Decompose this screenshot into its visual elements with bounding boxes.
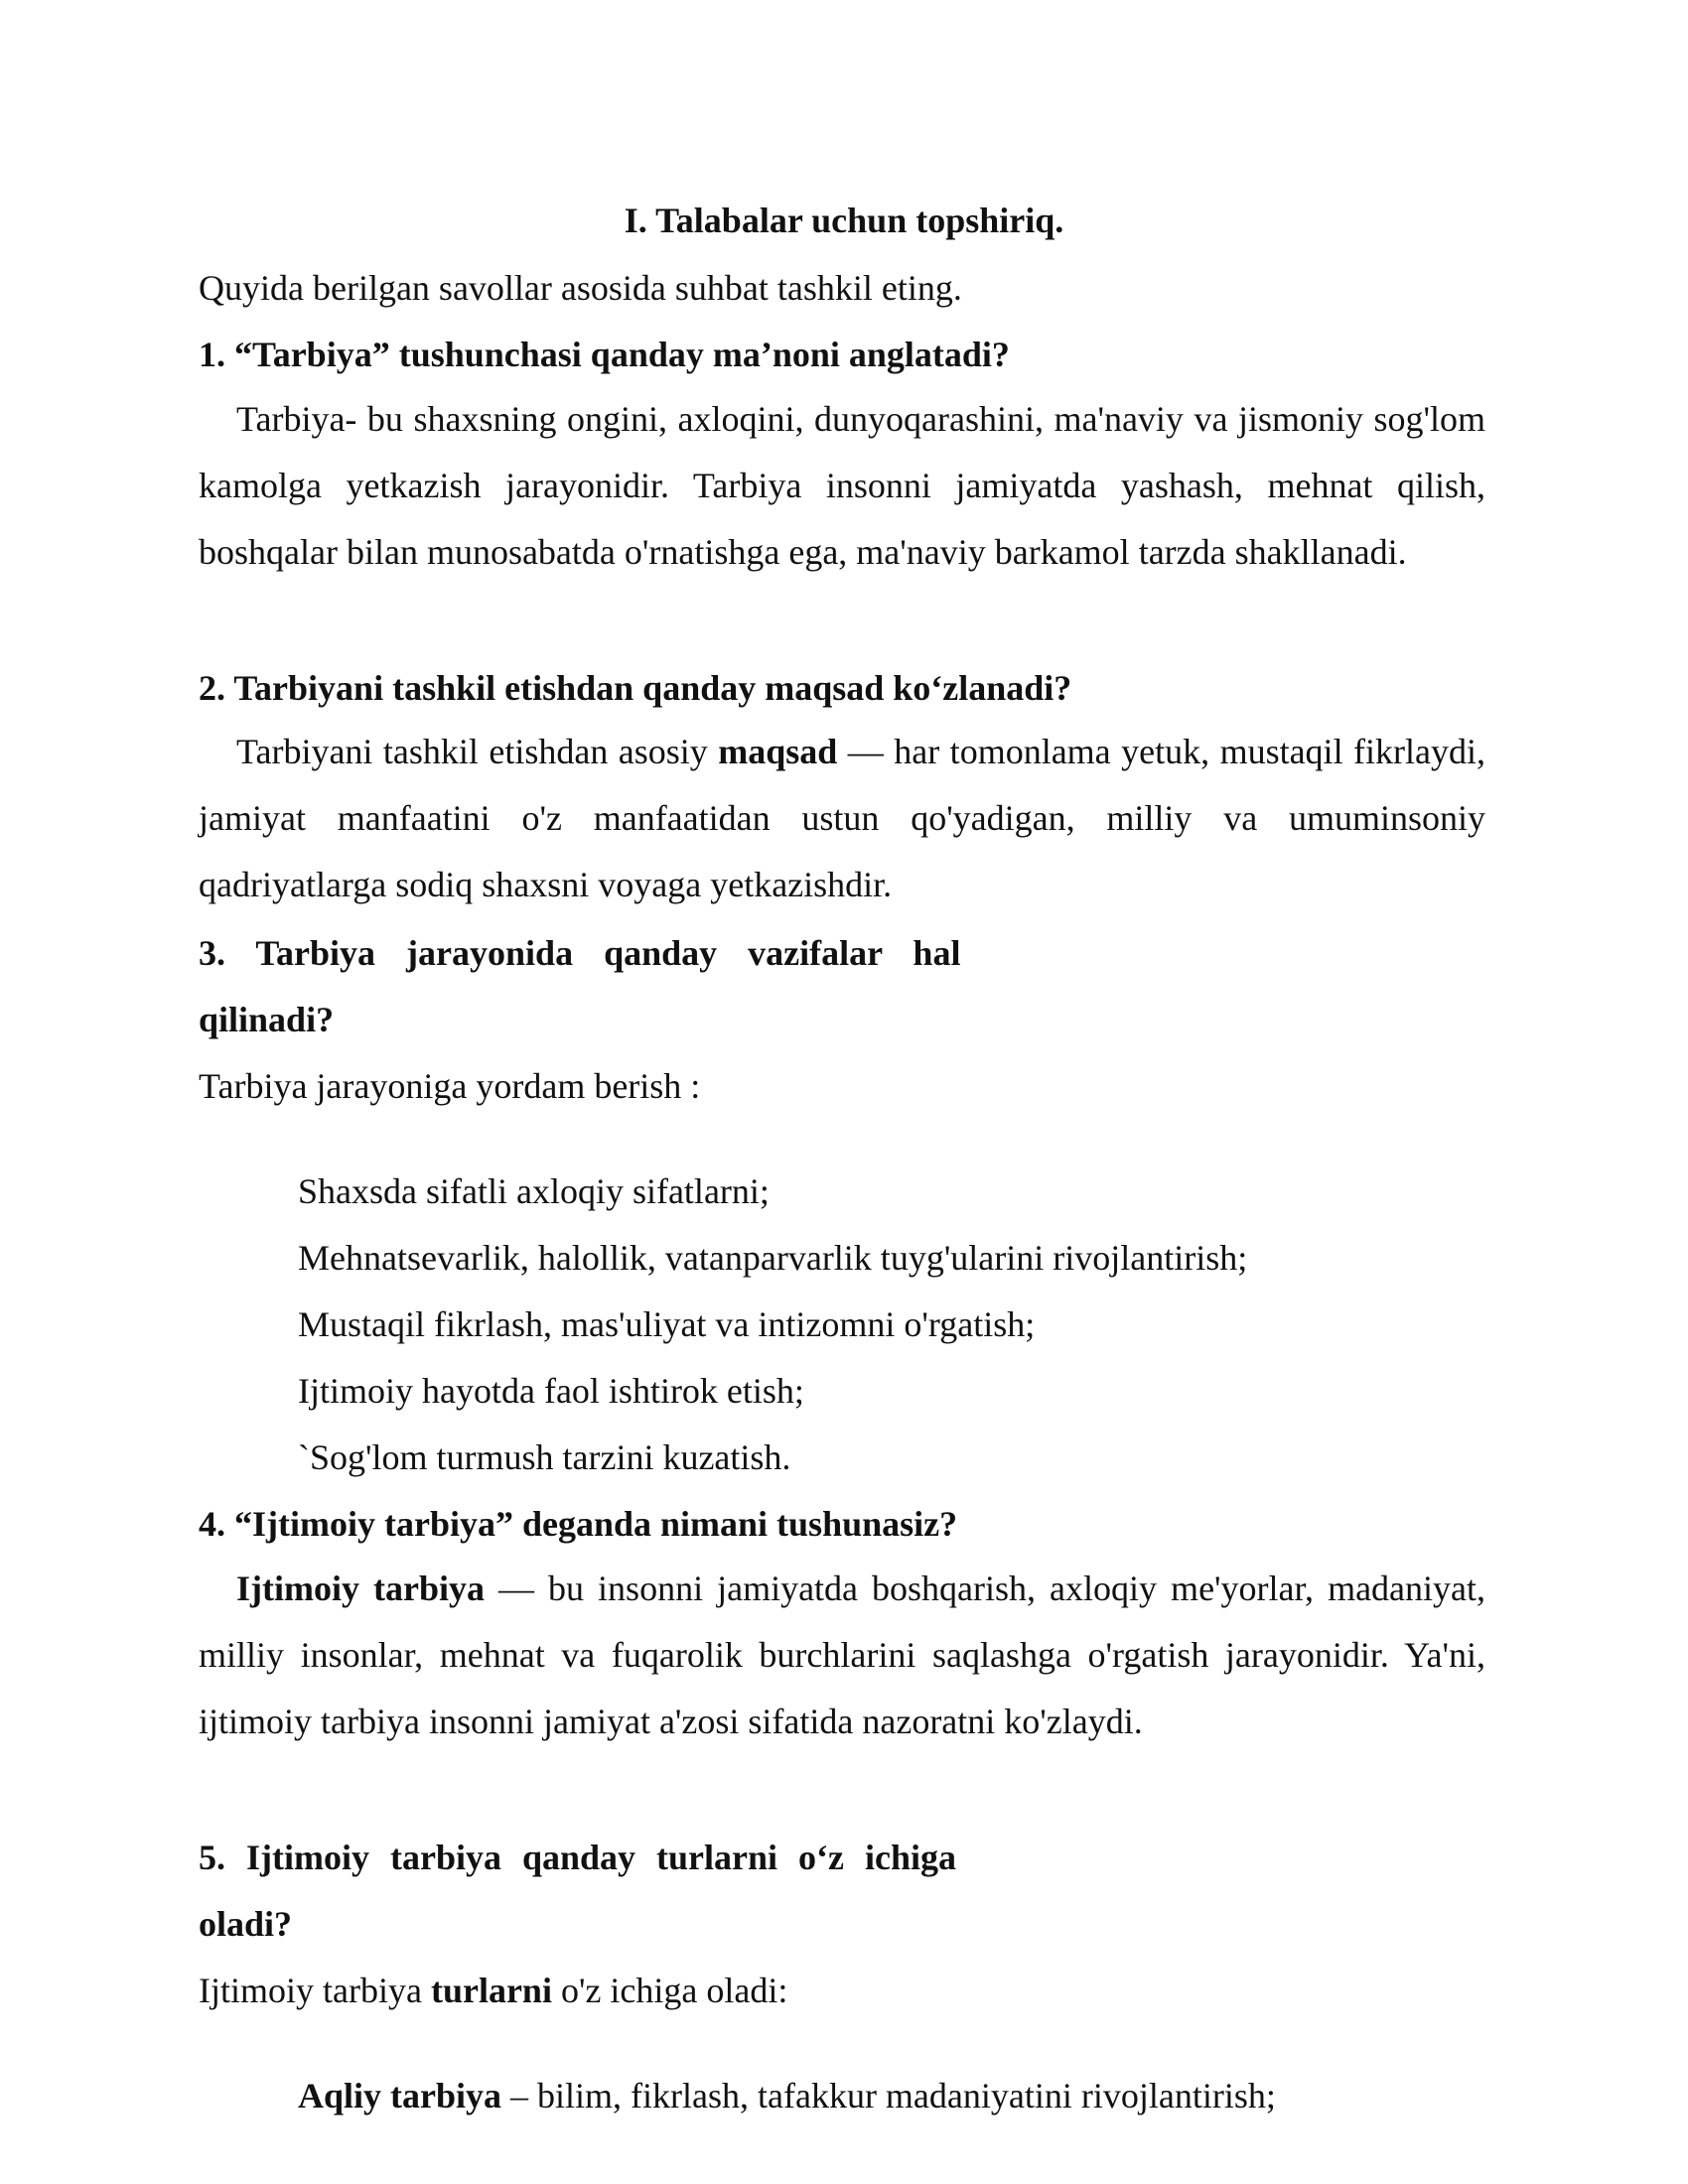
answer-4-keyword: Ijtimoiy tarbiya [236,1569,485,1608]
list-item: Shaxsda sifatli axloqiy sifatlarni; [298,1171,770,1211]
question-1: 1. “Tarbiya” tushunchasi qanday ma’noni anglatadi? [199,335,1010,374]
answer-2-keyword: maqsad [718,732,838,771]
question-3-line-1: 3. Tarbiya jarayonida qanday vazifalar hal [199,933,961,973]
answer-2 [199,719,1485,918]
list-item-keyword: Aqliy tarbiya [298,2076,502,2116]
question-5-line-2: oladi? [199,1904,293,1944]
question-5-lead-text: Ijtimoiy tarbiya [199,1971,431,2010]
question-5-lead-text-rest: o'z ichiga oladi: [551,1971,788,2010]
intro-text: Quyida berilgan savollar asosida suhbat tashkil eting. [199,268,962,308]
answer-4 [199,1556,1485,1755]
list-item: Mustaqil fikrlash, mas'uliyat va intizomni o'rgatish; [298,1304,1036,1344]
question-5-lead [199,1971,787,2010]
question-4: 4. “Ijtimoiy tarbiya” deganda nimani tushunasiz? [199,1504,958,1544]
question-5-line-1: 5. Ijtimoiy tarbiya qanday turlarni o‘z ichiga [199,1838,956,1877]
list-item [298,2076,1276,2116]
list-item-text: – bilim, fikrlash, tafakkur madaniyatini rivojlantirish; [501,2076,1276,2116]
question-2: 2. Tarbiyani tashkil etishdan qanday maqsad ko‘zlanadi? [199,668,1072,708]
list-item: `Sog'lom turmush tarzini kuzatish. [298,1437,791,1477]
question-5-lead-keyword: turlarni [430,1971,552,2010]
answer-2-text-rest: — har tomonlama yetuk, mustaqil fikrlaydi, jamiyat manfaatini o'z manfaatidan ustun qo'yadigan, milliy va umuminsoniy qadriyatlarga sodiq shaxsni voyaga yetkazishdir. [199,732,1485,904]
question-3-lead: Tarbiya jarayoniga yordam berish : [199,1066,701,1106]
answer-4-text: — bu insonni jamiyatda boshqarish, axloqiy me'yorlar, madaniyat, milliy insonlar, mehnat va fuqarolik burchlarini saqlashga o'rgatish jarayonidir. Ya'ni, ijtimoiy tarbiya insonni jamiyat a'zosi sifatida nazoratni ko'zlaydi. [199,1569,1486,1741]
answer-1: Tarbiya- bu shaxsning ongini, axloqini, dunyoqarashini, ma'naviy va jismoniy sog'lom kamolga yetkazish jarayonidir. Tarbiya insonni jamiyatda yashash, mehnat qilish, boshqalar bilan munosabatda o'rnatishga ega, ma'naviy barkamol tarzda shakllanadi. [199,399,1485,572]
question-3-line-2: qilinadi? [199,1000,335,1039]
page-title: I. Talabalar uchun topshiriq. [624,201,1064,240]
list-item: Ijtimoiy hayotda faol ishtirok etish; [298,1371,804,1411]
list-item: Mehnatsevarlik, halollik, vatanparvarlik tuyg'ularini rivojlantirish; [298,1238,1248,1278]
answer-2-text: Tarbiyani tashkil etishdan asosiy [236,732,719,771]
